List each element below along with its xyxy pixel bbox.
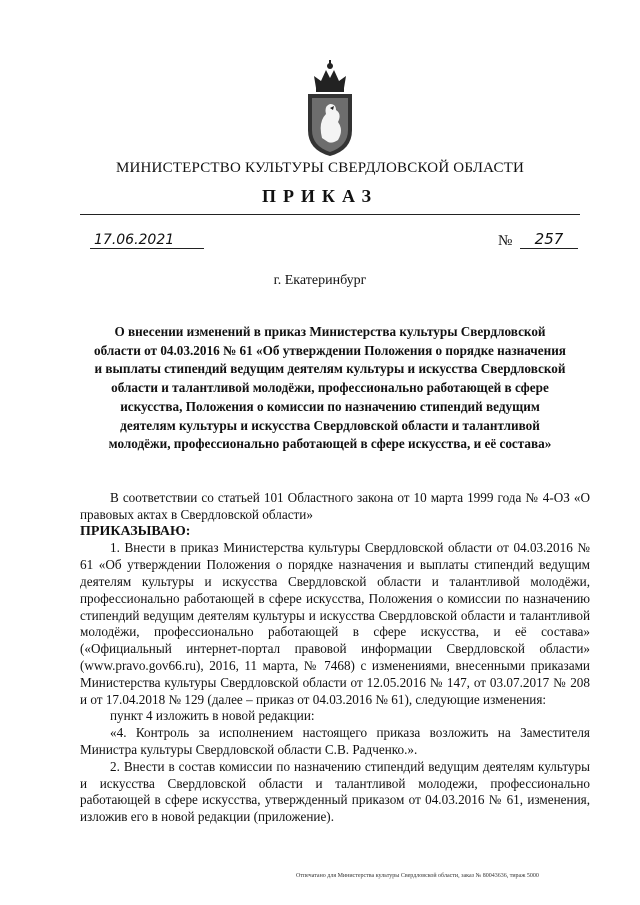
order-subject: О внесении изменений в приказ Министерства культуры Свердловской области от 04.03.2016 № 61 «Об утверждении Положения о порядке назначения и выплаты стипендий ведущим деятелям культуры и искусства Свердловской области и талантливой молодёжи, профессионально работающей в сфере искусства, Положения о комиссии по назначению стипендий ведущим деятелям культуры и искусства Свердловской области и талантливой молодёжи, профессионально работающей в сфере искусства, и её состава» xyxy=(94,324,566,452)
print-footer: Отпечатано для Министерства культуры Свердловской области, заказ № 80043636, тираж 5000 xyxy=(296,873,539,879)
item-1: 1. Внести в приказ Министерства культуры Свердловской области от 04.03.2016 № 61 «Об утверждении Положения о порядке назначения и выплаты стипендий ведущим деятелям культуры и искусства Свердловской области и талантливой молодёжи, профессионально работающей в сфере искусства, Положения о комиссии по назначению стипендий ведущим деятелям культуры и искусства Свердловской области и талантливой молодёжи, профессионально работающей в сфере искусства, и её состава» («Официальный интернет-портал правовой информации Свердловской области» (www.pravo.gov66.ru), 2016, 11 марта, № 7468) с изменениями, внесенными приказами Министерства культуры Свердловской области от 12.05.2016 № 147, от 03.07.2017 № 208 и от 17.04.2018 № 129 (далее – приказ от 04.03.2016 № 61), следующие изменения: xyxy=(80,540,590,707)
order-word: ПРИКАЗЫВАЮ: xyxy=(80,523,191,539)
order-date: 17.06.2021 xyxy=(90,232,204,249)
item-1-point: пункт 4 изложить в новой редакции: xyxy=(110,708,315,724)
order-number-label: № xyxy=(498,233,513,249)
ministry-name: МИНИСТЕРСТВО КУЛЬТУРЫ СВЕРДЛОВСКОЙ ОБЛАСТИ xyxy=(115,160,525,176)
coat-of-arms-icon xyxy=(300,58,360,158)
document-type-title: ПРИКАЗ xyxy=(261,186,379,206)
order-body xyxy=(80,490,590,826)
header-divider xyxy=(80,214,580,215)
city: г. Екатеринбург xyxy=(273,273,367,288)
item-1-quote: «4. Контроль за исполнением настоящего приказа возложить на Заместителя Министра культуры Свердловской области С.В. Радченко.». xyxy=(80,725,590,757)
preamble: В соответствии со статьей 101 Областного закона от 10 марта 1999 года № 4-ОЗ «О правовых актах в Свердловской области» xyxy=(80,490,590,522)
item-2: 2. Внести в состав комиссии по назначению стипендий ведущим деятелям культуры и искусства Свердловской области и талантливой молодежи, профессионально работающей в сфере искусства, утвержденный приказом от 04.03.2016 № 61, изменения, изложив его в новой редакции (приложение). xyxy=(80,758,590,825)
order-number: 257 xyxy=(520,230,578,249)
